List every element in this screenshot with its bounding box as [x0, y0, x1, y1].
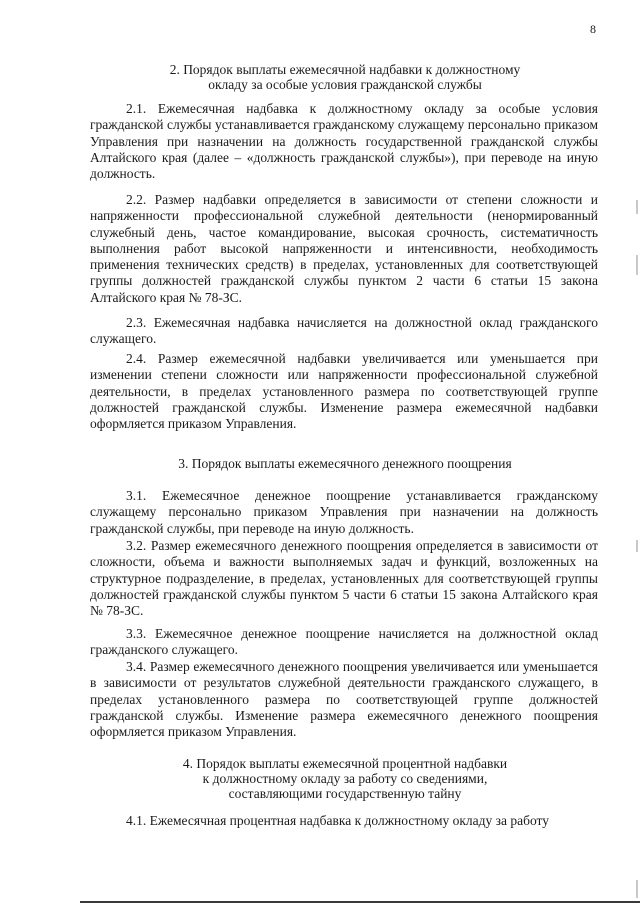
scan-margin-mark [636, 255, 638, 275]
paragraph-3-1: 3.1. Ежемесячное денежное поощрение устанавливается гражданскому служащему персонально приказом Управления при назначении на должность гражданской службы, при переводе на иную должность. [90, 488, 598, 536]
paragraph-4-1: 4.1. Ежемесячная процентная надбавка к должностному окладу за работу [126, 813, 549, 828]
paragraph-3-4: 3.4. Размер ежемесячного денежного поощрения увеличивается или уменьшается в зависимости от результатов служебной деятельности гражданского служащего, в пределах установленного размера по соответствующей группе должностей гражданской службы. Изменение размера ежемесячного денежного поощрения оформляется приказом Управления. [90, 659, 598, 740]
paragraph-3-2: 3.2. Размер ежемесячного денежного поощрения определяется в зависимости от сложности, объема и важности выполняемых задач и функций, возложенных на структурное подразделение, в пределах, установленных для соответствующей группы должностей гражданской службы пунктом 5 части 6 статьи 15 закона Алтайского края № 78-ЗС. [90, 538, 598, 619]
scan-margin-mark [636, 880, 638, 898]
paragraph-2-4: 2.4. Размер ежемесячной надбавки увеличивается или уменьшается при изменении степени сложности или напряженности профессиональной служебной деятельности, в пределах установленного размера по соответствующей группе должностей гражданской службы. Изменение размера ежемесячной надбавки оформляется приказом Управления. [90, 351, 598, 432]
paragraph-2-3: 2.3. Ежемесячная надбавка начисляется на должностной оклад гражданского служащего. [90, 315, 598, 347]
section-2-title-line-2: окладу за особые условия гражданской службы [208, 77, 482, 92]
section-3-heading: 3. Порядок выплаты ежемесячного денежного поощрения [178, 456, 512, 471]
section-4-title-line-2: к должностному окладу за работу со сведениями, [202, 771, 488, 786]
page-number: 8 [590, 22, 596, 36]
paragraph-2-2: 2.2. Размер надбавки определяется в зависимости от степени сложности и напряженности профессиональной служебной деятельности (ненормированный служебный день, частое командирование, высокая срочность, систематичность выполнения работ высокой напряженности и интенсивности, необходимость применения технических средств) в пределах, установленных для соответствующей группы должностей гражданской службы пунктом 2 части 6 статьи 15 закона Алтайского края № 78-ЗС. [90, 192, 598, 305]
section-2-title-line-1: 2. Порядок выплаты ежемесячной надбавки к должностному [169, 62, 521, 77]
section-2-heading [130, 62, 560, 92]
section-4-heading [130, 756, 560, 801]
section-4-title-line-3: составляющими государственную тайну [228, 786, 462, 801]
paragraph-3-3: 3.3. Ежемесячное денежное поощрение начисляется на должностной оклад гражданского служащего. [90, 626, 598, 658]
scan-bottom-edge [80, 901, 640, 903]
section-4-title-line-1: 4. Порядок выплаты ежемесячной процентной надбавки [182, 756, 508, 771]
scan-margin-mark [636, 540, 638, 552]
paragraph-2-1: 2.1. Ежемесячная надбавка к должностному окладу за особые условия гражданской службы устанавливается гражданскому служащему персонально приказом Управления при назначении на должность государственной гражданской службы Алтайского края (далее – «должность гражданской службы»), при переводе на иную должность. [90, 101, 598, 182]
scan-margin-mark [636, 200, 638, 214]
